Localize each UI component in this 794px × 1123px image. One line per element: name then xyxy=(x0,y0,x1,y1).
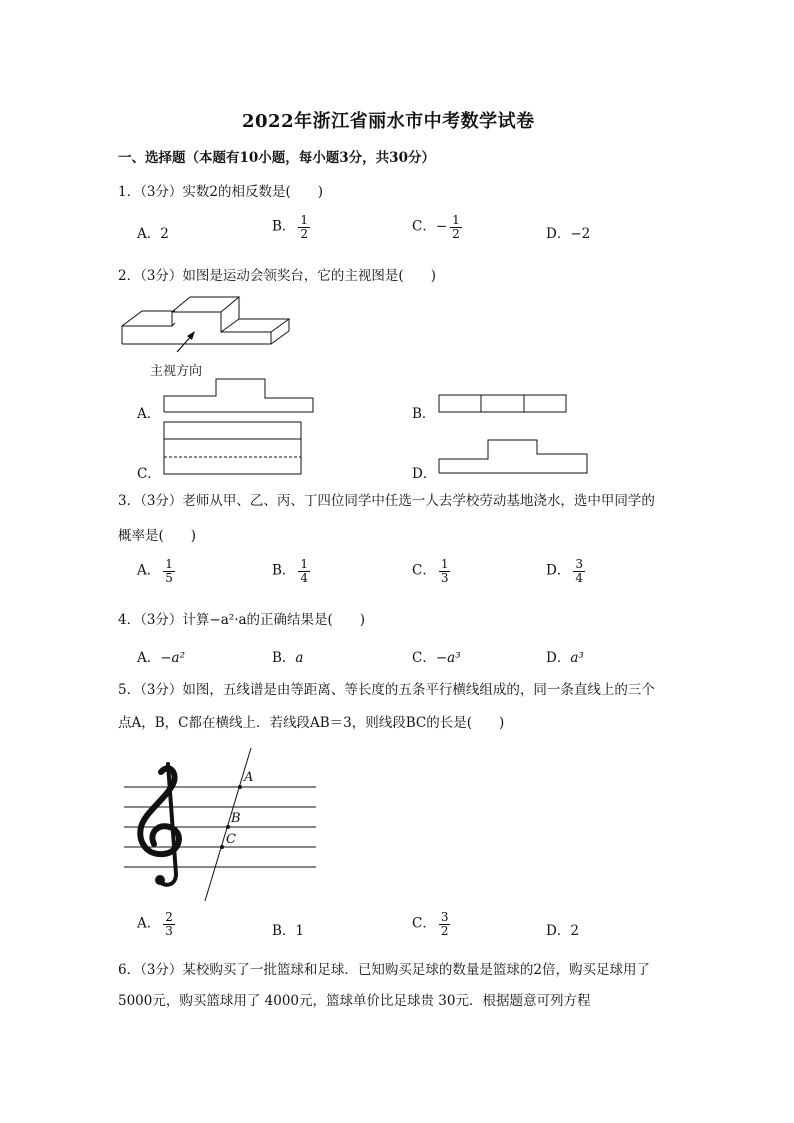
q2-option-b-figure xyxy=(438,394,568,414)
q2-option-c-figure xyxy=(163,421,303,476)
question-2-stem: 2．（3分）如图是运动会领奖台，它的主视图是( ) xyxy=(118,268,436,284)
q2-option-c-label: C． xyxy=(137,466,161,482)
q5-option-a: A． $\frac{2}{3}$ xyxy=(137,910,173,938)
point-c xyxy=(220,845,224,849)
q3-option-b: B． $\frac{1}{4}$ xyxy=(272,557,309,585)
q3-option-d: D． $\frac{3}{4}$ xyxy=(546,557,583,585)
point-a-label: A xyxy=(244,770,254,785)
fraction: $\frac{1}{2}$ xyxy=(452,213,460,241)
question-6-stem-line1: 6．（3分）某校购买了一批篮球和足球．已知购买足球的数量是篮球的2倍，购买足球用了 xyxy=(118,962,651,978)
q2-option-a-label: A． xyxy=(137,406,161,422)
q1-option-d: D．−2 xyxy=(546,226,591,242)
fraction: $\frac{3}{2}$ xyxy=(440,910,449,938)
point-c-label: C xyxy=(226,832,236,847)
q3-option-a: A． $\frac{1}{5}$ xyxy=(137,557,173,585)
q2-option-b-label: B． xyxy=(412,406,436,422)
question-3-stem-line1: 3．（3分）老师从甲、乙、丙、丁四位同学中任选一人去学校劳动基地浇水，选中甲同学的 xyxy=(118,493,655,509)
q2-option-d-label: D． xyxy=(412,466,437,482)
view-direction-label: 主视方向 xyxy=(150,364,203,379)
q5-option-b: B．1 xyxy=(272,923,305,939)
question-3-stem-line2: 概率是( ) xyxy=(118,528,197,544)
q1-option-b: B． $\frac{1}{2}$ xyxy=(272,213,309,241)
q5-option-c: C． $\frac{3}{2}$ xyxy=(412,910,449,938)
question-6-stem-line2: 5000元，购买篮球用了 4000元，篮球单价比足球贵 30元．根据题意可列方程 xyxy=(118,993,591,1009)
q2-option-a-figure xyxy=(163,377,315,413)
podium-figure xyxy=(115,292,300,354)
fraction: $\frac{3}{4}$ xyxy=(575,557,583,585)
fraction: $\frac{1}{2}$ xyxy=(300,213,309,241)
fraction: $\frac{1}{3}$ xyxy=(440,557,449,585)
q3-option-c: C． $\frac{1}{3}$ xyxy=(412,557,449,585)
q5-option-d: D．2 xyxy=(546,923,579,939)
q1-option-a: A．2 xyxy=(137,226,169,242)
q4-option-b: B．a xyxy=(272,650,304,666)
section-heading: 一、选择题（本题有10小题，每小题3分，共30分） xyxy=(118,150,435,166)
q4-option-a: A．−a² xyxy=(137,650,186,666)
question-5-stem-line2: 点A，B，C都在横线上．若线段AB＝3，则线段BC的长是( ) xyxy=(118,715,505,731)
q1-option-c: C．− $\frac{1}{2}$ xyxy=(412,213,460,241)
page-title: 2022年浙江省丽水市中考数学试卷 xyxy=(242,111,535,132)
question-5-stem-line1: 5．（3分）如图，五线谱是由等距离、等长度的五条平行横线组成的，同一条直线上的三个 xyxy=(118,682,655,698)
fraction: $\frac{1}{4}$ xyxy=(300,557,309,585)
q4-option-d: D．a³ xyxy=(546,650,584,666)
question-4-stem: 4．（3分）计算−a²·a的正确结果是( ) xyxy=(118,612,366,628)
point-a xyxy=(238,785,242,789)
question-1-stem: 1．（3分）实数2的相反数是( ) xyxy=(118,184,324,200)
q2-option-d-figure xyxy=(438,438,590,475)
fraction: $\frac{1}{5}$ xyxy=(165,557,173,585)
q4-option-c: C．−a³ xyxy=(412,650,461,666)
point-b xyxy=(226,825,230,829)
point-b-label: B xyxy=(231,811,241,826)
fraction: $\frac{2}{3}$ xyxy=(165,910,173,938)
music-staff-figure xyxy=(118,744,323,906)
